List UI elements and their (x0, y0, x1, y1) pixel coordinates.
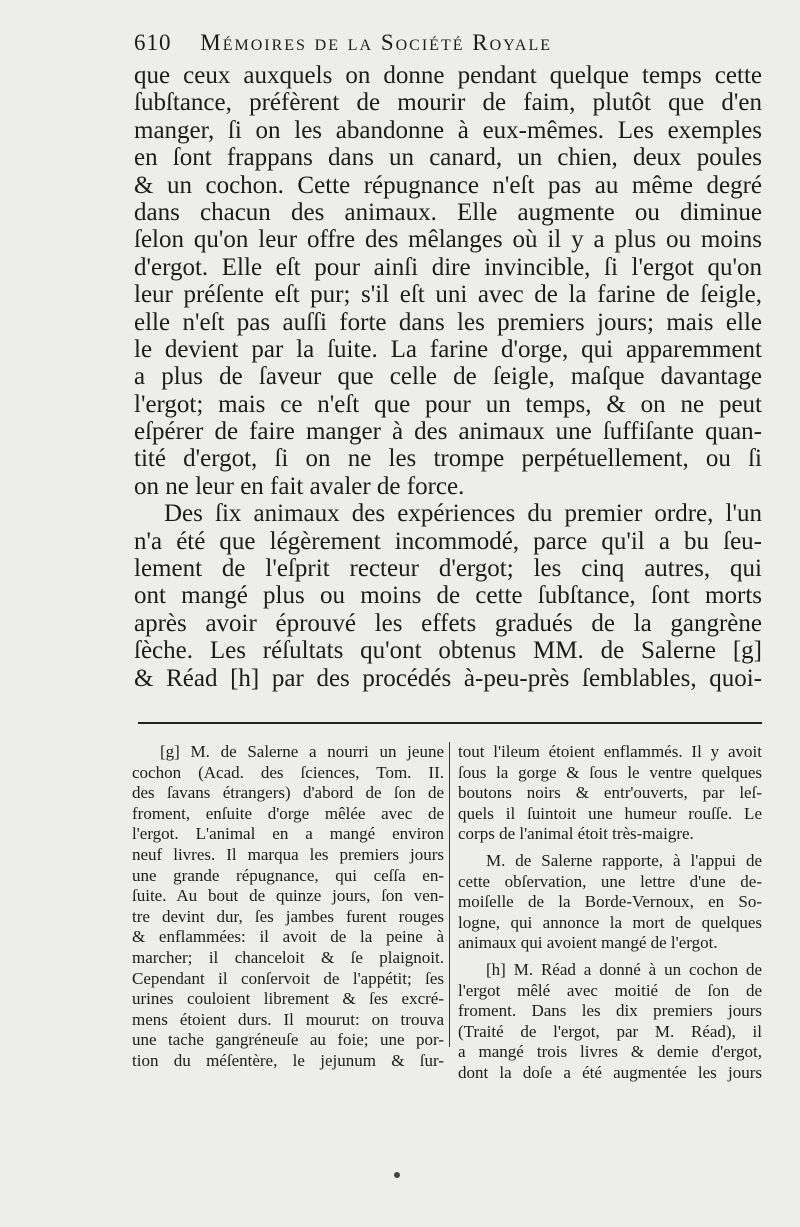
footnote-line: corps de l'animal étoit très-maigre. (458, 824, 694, 844)
footnote-line: boutons noirs & entr'ouverts, par leſ- (458, 783, 762, 803)
page-number: 610 (134, 30, 172, 55)
text-line: ſèche. Les réſultats qu'ont obtenus MM. de Salerne [g] (134, 637, 762, 665)
footnote-line: quels il ſuintoit une humeur rouſſe. Le (458, 803, 762, 823)
footnote-line: [h] M. Réad a donné à un cochon de (486, 959, 762, 979)
footnote-line: [g] M. de Salerne a nourri un jeune (160, 742, 444, 761)
column-separator (449, 742, 450, 1047)
footnote-line: l'ergot mêlé avec moitié de ſon de (458, 980, 762, 1000)
footnote-line: a mangé trois livres & demie d'ergot, (458, 1042, 762, 1062)
text-line: après avoir éprouvé les effets gradués de la gangrène (134, 609, 762, 637)
footnote-line: Cependant il conſervoit de l'appétit; ſes (132, 968, 444, 988)
main-text (134, 62, 762, 692)
text-line: a plus de ſaveur que celle de ſeigle, maſque davantage (134, 363, 762, 391)
text-line: Des ſix animaux des expériences du premier ordre, l'un (164, 500, 762, 528)
text-line: lement de l'eſprit recteur d'ergot; les cinq autres, qui (134, 555, 762, 583)
footnote-line: marcher; il chanceloit & ſe plaignoit. (132, 947, 444, 967)
footnote-column-left (132, 742, 444, 1072)
ink-dot (394, 1172, 400, 1178)
text-line: en ſont frappans dans un canard, un chien, deux poules (134, 144, 762, 172)
text-line: tité d'ergot, ſi on ne les trompe perpétuellement, ou ſi (134, 445, 762, 473)
text-line: eſpérer de faire manger à des animaux une ſuffiſante quan- (134, 418, 762, 446)
footnote-rule (138, 722, 762, 724)
footnote-line: animaux qui avoient mangé de l'ergot. (458, 933, 718, 953)
footnote-line: M. de Salerne rapporte, à l'appui de (486, 850, 762, 870)
text-line: & un cochon. Cette répugnance n'eſt pas au même degré (134, 171, 762, 199)
footnote-line: froment. Dans les dix premiers jours (458, 1001, 762, 1021)
footnote-line: neuf livres. Il marqua les premiers jours (132, 844, 444, 864)
footnote-line: cochon (Acad. des ſciences, Tom. II. (132, 762, 444, 782)
footnote-line: ſous la gorge & ſous le ventre quelques (458, 762, 762, 782)
footnote-line: des ſavans étrangers) d'abord de ſon de (132, 783, 444, 803)
text-line: que ceux auxquels on donne pendant quelque temps cette (134, 62, 762, 89)
text-line: dans chacun des animaux. Elle augmente ou diminue (134, 198, 762, 226)
text-line: l'ergot; mais ce n'eſt que pour un temps, & on ne peut (134, 390, 762, 418)
text-line: leur préſente eſt pur; s'il eſt uni avec de la farine de ſeigle, (134, 281, 762, 309)
text-line: le devient par la ſuite. La farine d'orge, qui apparemment (134, 335, 762, 363)
footnote-column-right (458, 742, 762, 1084)
text-line: ont mangé plus ou moins de cette ſubſtance, ſont morts (134, 582, 762, 610)
footnote-line: logne, qui annonce la mort de quelques (458, 912, 762, 932)
footnote-line: l'ergot. L'animal en a mangé environ (132, 824, 444, 844)
footnote-line: & enflammées: il avoit de la peine à (132, 927, 444, 947)
text-line: ſelon qu'on leur offre des mêlanges où il y a plus ou moins (134, 226, 762, 254)
footnote-line: mens étoient durs. Il mourut: on trouva (132, 1009, 444, 1029)
footnote-line: tout l'ileum étoient enflammés. Il y avoit (458, 742, 762, 761)
text-line: manger, ſi on les abandonne à eux-mêmes. Les exemples (134, 116, 762, 144)
text-line: on ne leur en fait avaler de force. (134, 472, 465, 500)
footnote-line: cette obſervation, une lettre d'une de- (458, 871, 762, 891)
text-line: ſubſtance, préfèrent de mourir de faim, plutôt que d'en (134, 89, 762, 117)
footnote-line: une grande répugnance, qui ceſſa en- (132, 865, 444, 885)
footnote-line: ſuite. Au bout de quinze jours, ſon ven- (132, 886, 444, 906)
footnote-line: tre devint dur, ſes jambes furent rouges (132, 906, 444, 926)
footnote-line: urines couloient librement & ſes excré- (132, 989, 444, 1009)
footnote-line: (Traité de l'ergot, par M. Réad), il (458, 1021, 762, 1041)
text-line: & Réad [h] par des procédés à-peu-près ſemblables, quoi- (134, 664, 762, 692)
footnote-line: dont la doſe a été augmentée les jours (458, 1062, 762, 1082)
footnote-line: tion du méſentère, le jejunum & ſur- (132, 1050, 444, 1070)
footnote-line: une tache gangréneuſe au foie; une por- (132, 1030, 444, 1050)
footnote-line: moiſelle de la Borde-Vernoux, en So- (458, 892, 762, 912)
text-line: d'ergot. Elle eſt pour ainſi dire invincible, ſi l'ergot qu'on (134, 253, 762, 281)
running-header (134, 30, 694, 60)
text-line: n'a été que légèrement incommodé, parce qu'il a bu ſeu- (134, 527, 762, 555)
text-line: elle n'eſt pas auſſi forte dans les premiers jours; mais elle (134, 308, 762, 336)
running-title: Mémoires de la Société Royale (200, 30, 553, 55)
footnote-line: froment, enſuite d'orge mêlée avec de (132, 803, 444, 823)
